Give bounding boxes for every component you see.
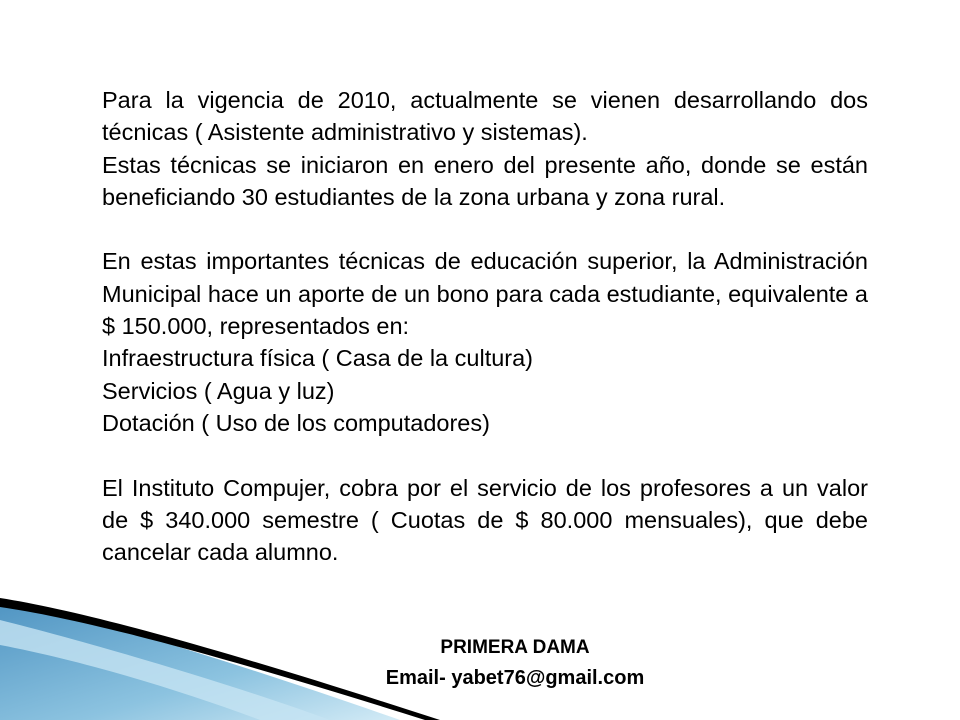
paragraph-vigencia: Para la vigencia de 2010, actualmente se vienen desarrollando dos técnicas ( Asistente administrativo y sistemas). <box>102 87 868 146</box>
paragraph-gap <box>102 213 868 245</box>
blue-swoosh-shape <box>0 600 400 720</box>
paragraph-aporte-municipal: En estas importantes técnicas de educación superior, la Administración Municipal hace un aporte de un bono para cada estudiante, equivalente a $ 150.000, representados en: <box>102 248 868 340</box>
item-servicios: Servicios ( Agua y luz) <box>102 377 335 404</box>
paragraph-inicio-tecnicas: Estas técnicas se iniciaron en enero del presente año, donde se están beneficiando 30 estudiantes de la zona urbana y zona rural. <box>102 151 868 210</box>
footer-email: Email- yabet76@gmail.com <box>385 667 645 689</box>
footer-author-title: PRIMERA DAMA <box>440 637 590 658</box>
slide-body-text <box>102 84 868 568</box>
paragraph-instituto-compujer: El Instituto Compujer, cobra por el servicio de los profesores a un valor de $ 340.000 semestre ( Cuotas de $ 80.000 mensuales), que debe cancelar cada alumno. <box>102 474 868 566</box>
item-dotacion: Dotación ( Uso de los computadores) <box>102 409 490 436</box>
item-infraestructura: Infraestructura física ( Casa de la cultura) <box>102 345 534 372</box>
paragraph-gap <box>102 439 868 471</box>
